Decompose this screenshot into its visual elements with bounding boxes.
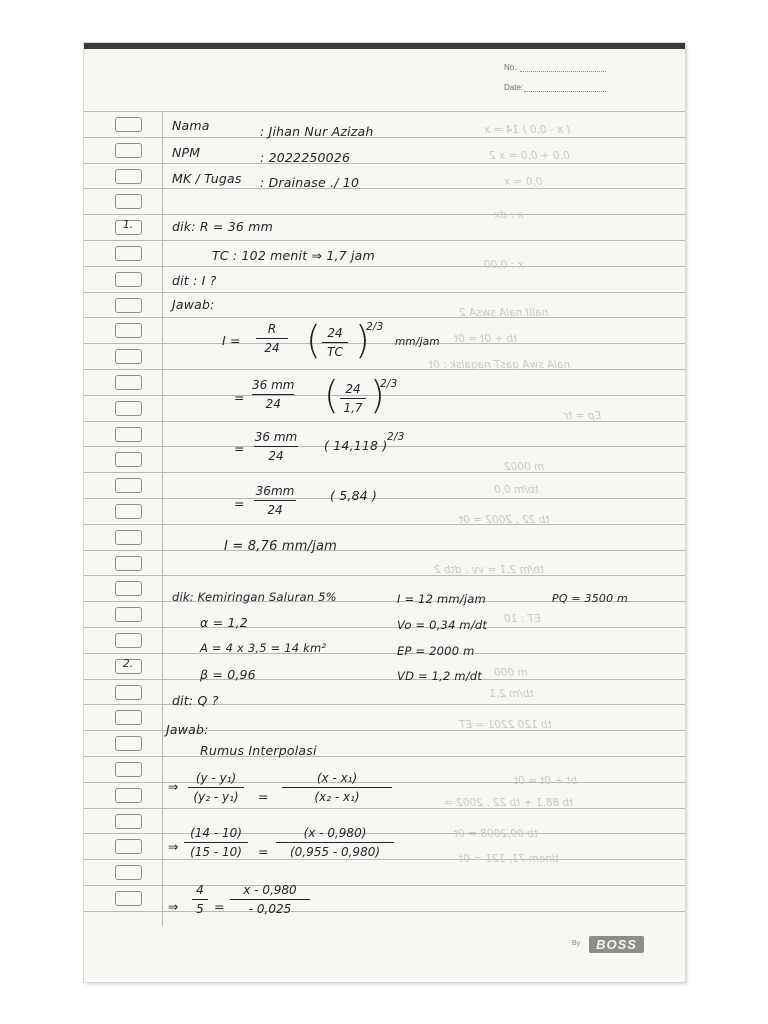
brand-by: By — [572, 940, 581, 947]
ruled-line — [84, 317, 685, 318]
p2-f2-num1: (14 - 10) — [190, 826, 242, 840]
ruled-line — [84, 756, 685, 757]
p1-tc: TC : 102 menit ⇒ 1,7 jam — [212, 248, 375, 263]
ruled-line — [84, 679, 685, 680]
ruled-line — [84, 885, 685, 886]
ruled-line — [84, 137, 685, 138]
ruled-line — [84, 550, 685, 551]
p2-f1-num2: (x - x₁) — [316, 771, 358, 785]
p1-eq1-fraction — [256, 322, 288, 355]
p1-result: I = 8,76 mm/jam — [224, 539, 338, 554]
p2-f1-den1: (y₂ - y₁) — [193, 790, 239, 804]
p2-f2-den2: (0,955 - 0,980) — [289, 845, 381, 859]
p2-f1-right — [282, 771, 392, 804]
p1-eq4-rhs: ( 5,84 ) — [330, 488, 378, 503]
p2-f3-num2: x - 0,980 — [243, 883, 297, 897]
p2-alpha: α = 1,2 — [200, 615, 248, 630]
p1-eq1-exp: 2/3 — [366, 321, 384, 333]
p2-f2-den1: (15 - 10) — [190, 845, 242, 859]
ruled-line — [84, 498, 685, 499]
p1-eq1-inner-num: 24 — [327, 326, 343, 340]
ruled-line — [84, 472, 685, 473]
p2-pq: PQ = 3500 m — [552, 592, 628, 605]
nama-label: Nama — [172, 118, 210, 133]
ruled-line — [84, 188, 685, 189]
p2-f2-left — [184, 826, 248, 859]
ruled-line — [84, 163, 685, 164]
p1-eq3-fraction — [254, 430, 298, 463]
margin-line — [162, 111, 163, 926]
p2-f1-eq: = — [258, 789, 269, 804]
p1-eq1-inner-den: TC — [327, 345, 343, 359]
line-box — [115, 349, 142, 364]
line-box — [115, 298, 142, 313]
line-box — [115, 814, 142, 829]
p2-vd: VD = 1,2 m/dt — [397, 669, 483, 683]
line-box — [115, 762, 142, 777]
line-box — [115, 427, 142, 442]
ruled-line — [84, 266, 685, 267]
p1-eq1-den: 24 — [264, 341, 280, 355]
line-box — [115, 246, 142, 261]
line-box-number: 1. — [123, 219, 134, 231]
p1-asked: dit : I ? — [172, 273, 217, 288]
p2-f3-arrow: ⇒ — [168, 899, 179, 914]
p1-eq2-inner-num: 24 — [345, 382, 361, 396]
line-box — [115, 556, 142, 571]
ruled-line — [84, 369, 685, 370]
p2-f2-right — [276, 826, 394, 859]
p2-f1-num1: (y - y₁) — [195, 771, 237, 785]
line-box — [115, 685, 142, 700]
binding-edge — [84, 43, 685, 49]
ruled-line — [84, 653, 685, 654]
p1-eq1-inner — [322, 326, 348, 359]
p1-eq4-num: 36mm — [255, 484, 295, 498]
p2-beta: β = 0,96 — [200, 667, 256, 682]
p2-f3-num1: 4 — [196, 883, 204, 897]
p1-eq3-lhs: = — [234, 441, 245, 456]
p2-f3-den1: 5 — [196, 902, 204, 916]
p1-eq2-fraction — [252, 378, 294, 411]
p2-f3-den2: - 0,025 — [248, 902, 292, 916]
p1-eq1-num: R — [267, 322, 277, 336]
p2-f2-num2: (x - 0,980) — [303, 826, 367, 840]
line-box — [115, 788, 142, 803]
p2-f3-left — [192, 883, 208, 916]
no-label: No. — [504, 63, 517, 72]
line-box — [115, 865, 142, 880]
p1-eq2-exp: 2/3 — [380, 378, 398, 390]
mk-value: : Drainase ./ 10 — [260, 175, 360, 190]
line-box — [115, 659, 142, 674]
ruled-line — [84, 575, 685, 576]
p2-f3-eq: = — [214, 899, 225, 914]
p2-rumus: Rumus Interpolasi — [200, 743, 317, 758]
p2-jawab: Jawab: — [166, 722, 209, 737]
line-box — [115, 117, 142, 132]
p1-eq2-inner — [340, 382, 366, 415]
p2-ep: EP = 2000 m — [397, 644, 475, 658]
boss-logo: BOSS — [589, 936, 644, 953]
npm-label: NPM — [172, 145, 201, 160]
p2-asked: dit: Q ? — [172, 693, 219, 708]
ruled-line — [84, 214, 685, 215]
line-box-number: 2. — [123, 658, 134, 670]
mk-label: MK / Tugas — [172, 171, 242, 186]
no-line — [520, 71, 606, 72]
ruled-line — [84, 808, 685, 809]
p1-eq4-den: 24 — [267, 503, 283, 517]
p2-intensity: I = 12 mm/jam — [397, 592, 486, 606]
line-box — [115, 194, 142, 209]
line-box — [115, 607, 142, 622]
line-box — [115, 710, 142, 725]
p1-eq2-den: 24 — [265, 397, 281, 411]
npm-value: : 2022250026 — [260, 150, 351, 165]
line-box — [115, 169, 142, 184]
line-box — [115, 633, 142, 648]
line-box — [115, 839, 142, 854]
p1-eq4-lhs: = — [234, 496, 245, 511]
p2-f3-right — [230, 883, 310, 916]
line-box — [115, 375, 142, 390]
ruled-line — [84, 343, 685, 344]
notebook-page: No. Date: 1. 2. ( x - 0,0 ) 14 = x 0,0 + 0,0 = x 2 0,0 = x x : dx x : 0,00 nalif nalA swsA 2 tb + 0t = 0t nalA swA qasT naqalsk : 0t Ep = tr m 0002 tb/m 0,0 tb 22 , 2002 = 0t tb/m 2,1 = vv : dtb 2 ET : 10 m 000 tb/m 2,1 tb 120 2201 = ET bt + 0t = 0t tb 88,1 + tb 22 , 2002 = tb 00,2008 = 0t tinem 71, 121 = 0t Nama : Jihan Nur Azizah NPM : 2022250026 MK / Tugas : Drainase ./ 10 dik: R = 36 mm TC : 102 menit ⇒ 1,7 jam dit : I ? Jawab: I = R 24 ( 24 TC ) 2/3 mm/jam = 36 mm 24 ( 24 1,7 ) 2/3 = 36 mm 24 ( 14,118 ) 2/3 = 36mm 24 ( 5,84 ) I = 8,76 mm/jam dik: Kemiringan Saluran 5% α = 1,2 A = 4 x 3,5 = 14 km² β = 0,96 dit: Q ? I = 12 mm/jam PQ = 3500 m Vo = 0,34 m/dt EP = 2000 m VD = 1,2 m/dt Jawab: Rumus Interpolasi ⇒ (y - y₁) (y₂ - y₁) = (x - x₁) (x₂ - x₁) ⇒ (14 - 10) (15 - 10) = (x - 0,980) (0,955 - 0,980) ⇒ 4 5 = x - 0,980 - 0,025 By BOSS — [84, 43, 685, 982]
p2-vo: Vo = 0,34 m/dt — [397, 618, 488, 632]
p1-eq3-rhs: ( 14,118 ) — [324, 438, 388, 453]
line-box — [115, 401, 142, 416]
line-box — [115, 581, 142, 596]
p2-f2-arrow: ⇒ — [168, 839, 179, 854]
line-box — [115, 891, 142, 906]
line-box — [115, 452, 142, 467]
p1-eq2-num: 36 mm — [252, 378, 295, 392]
p1-eq4-fraction — [254, 484, 296, 517]
line-box — [115, 530, 142, 545]
line-box — [115, 504, 142, 519]
p1-eq2-lhs: = — [234, 390, 245, 405]
p1-known-r: dik: R = 36 mm — [172, 219, 273, 234]
p1-eq3-num: 36 mm — [254, 430, 298, 444]
p2-area: A = 4 x 3,5 = 14 km² — [200, 641, 327, 655]
p1-eq2-inner-den: 1,7 — [343, 401, 363, 415]
p1-eq3-den: 24 — [268, 449, 284, 463]
p1-eq1-lhs: I = — [222, 333, 241, 348]
line-box — [115, 143, 142, 158]
line-box — [115, 323, 142, 338]
ruled-line — [84, 292, 685, 293]
ruled-line — [84, 240, 685, 241]
line-box — [115, 736, 142, 751]
p2-f2-eq: = — [258, 844, 269, 859]
p2-f1-arrow: ⇒ — [168, 779, 179, 794]
line-box — [115, 220, 142, 235]
p2-f1-den2: (x₂ - x₁) — [314, 790, 360, 804]
date-line — [524, 91, 606, 92]
p2-f1-left — [188, 771, 244, 804]
ruled-line — [84, 111, 685, 112]
line-box — [115, 272, 142, 287]
ruled-line — [84, 859, 685, 860]
ruled-line — [84, 627, 685, 628]
p2-known-slope: dik: Kemiringan Saluran 5% — [172, 590, 337, 604]
p1-eq3-exp: 2/3 — [387, 431, 405, 443]
ruled-line — [84, 524, 685, 525]
date-label: Date: — [504, 83, 524, 92]
p1-jawab: Jawab: — [172, 297, 215, 312]
p1-eq1-unit: mm/jam — [395, 336, 440, 348]
line-box — [115, 478, 142, 493]
nama-value: : Jihan Nur Azizah — [260, 124, 374, 139]
